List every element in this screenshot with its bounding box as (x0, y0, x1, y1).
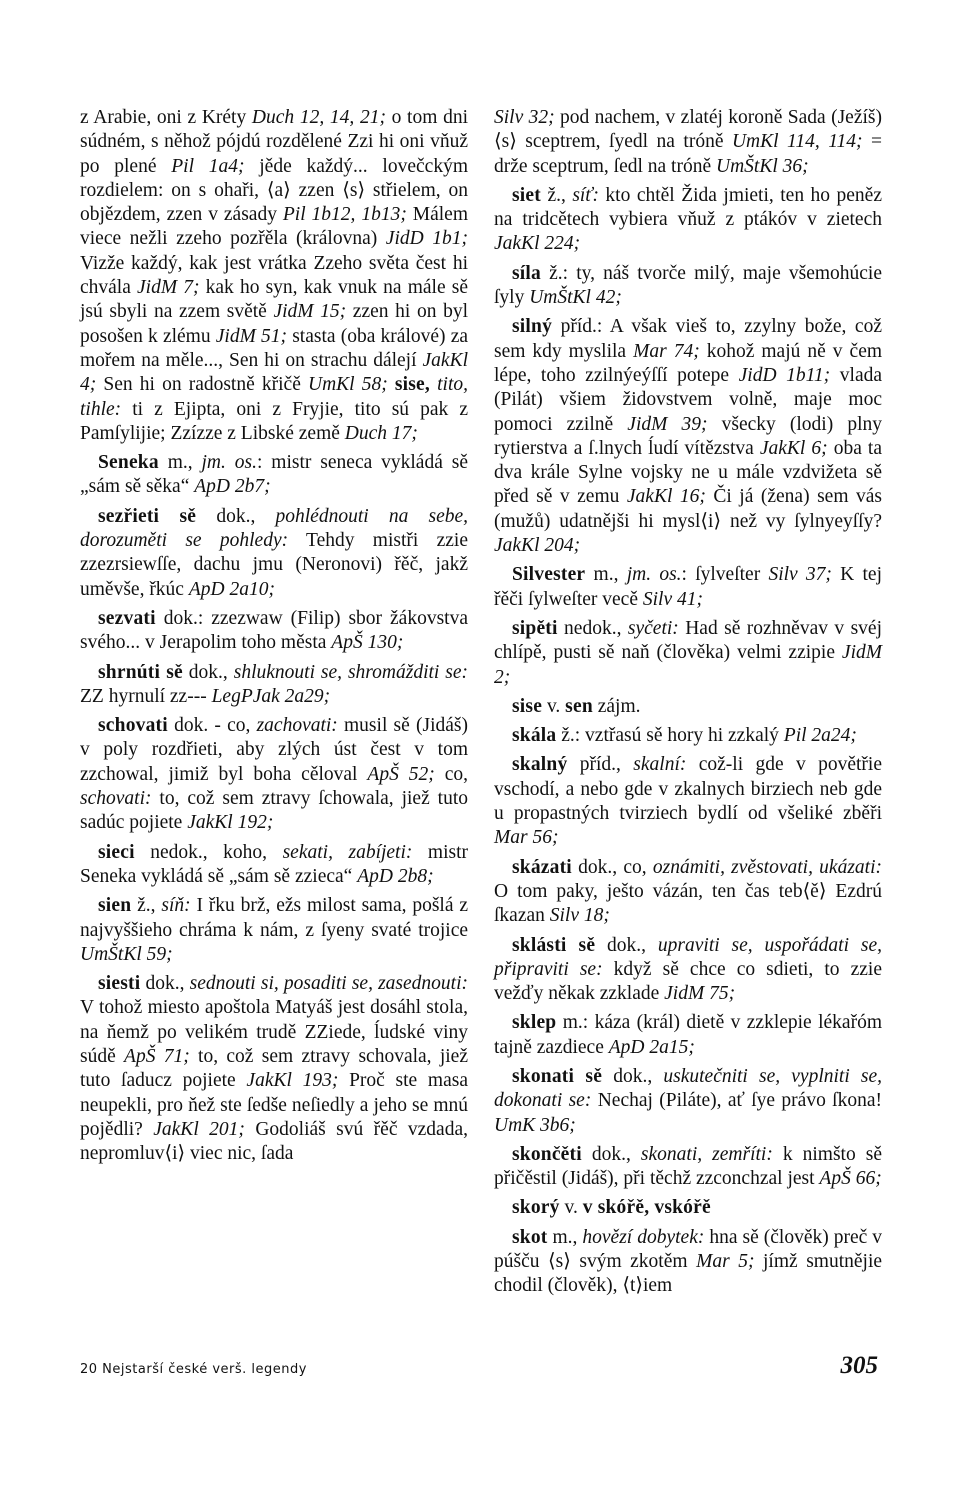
headword: Seneka (98, 452, 159, 474)
italic-text: síň: (161, 895, 191, 917)
entry-text: : ſylveſter (681, 564, 769, 586)
headword: sien (98, 895, 132, 917)
headword: skázati (512, 856, 572, 878)
italic-text: hovězí dobytek: (582, 1226, 705, 1248)
italic-text: pohlédnouti na sebe, dorozuměti se pohledy: (80, 505, 469, 552)
headword: skonati sě (512, 1065, 603, 1087)
entry-text: vlada (Pilát) všiem židovstvem volně, maje moc pomoci zzilně (494, 364, 882, 435)
italic-text: JidM 39; (627, 413, 708, 435)
dictionary-entry (494, 724, 882, 748)
dictionary-entry (80, 607, 468, 656)
italic-text: ApD 2b8; (357, 865, 434, 887)
headword: siet (512, 184, 541, 206)
dictionary-entry (80, 714, 468, 835)
italic-text: skalní: (633, 754, 687, 776)
dictionary-entry (80, 661, 468, 710)
italic-text: jm. os. (626, 564, 682, 586)
italic-text: ApD 2a10; (188, 578, 275, 600)
entry-text: Had sě rozhněvav v svéj chlípě, pusti sě naň (člověka) velmi zzipie (494, 617, 883, 664)
entry-text: dok., (182, 661, 234, 683)
entry-text: ž.: ty, náš tvorče milý, maje všemohúcie ſyly (494, 262, 882, 309)
entry-text: m., (547, 1226, 583, 1248)
right-column (494, 106, 882, 1304)
italic-text: Silv 41; (642, 588, 703, 610)
italic-text: Mar 56; (494, 827, 559, 849)
entry-text: dok.: zzezwaw (Filip) sbor žákovstva svého... v Jerapolim toho města (80, 607, 468, 654)
italic-text: JakKl 204; (494, 535, 581, 557)
italic-text: Silv 32; (494, 107, 555, 128)
entry-text: Tehdy mistři zzie zzezrsiewſſe, dachu jmu (Neronovi) řěč, jakž uměvše, řkúc (80, 530, 468, 600)
entry-text: V tohož miesto apoštola Matyáš jest dosáhl stola, na ňemž po velikém trudě ZZiede, ĺudské viny súdě (80, 997, 468, 1067)
entry-text: o tom dni súdném, s něhož pójdú rozdělené Zzi hi oni vňuž po plené (80, 107, 468, 177)
entry-text: m., (585, 564, 627, 586)
italic-text: ApŠ 66; (819, 1168, 882, 1190)
italic-text: Silv 37; (768, 564, 832, 586)
dictionary-entry (494, 1065, 882, 1138)
entry-text: ž., (540, 184, 573, 206)
entry-text: nedok., koho, (134, 841, 283, 863)
entry-text: dok., (196, 505, 276, 527)
italic-text: JidM 51; (215, 325, 288, 347)
dictionary-entry (494, 1196, 882, 1220)
headword: skot (512, 1226, 548, 1248)
headword: skorý (512, 1197, 560, 1219)
italic-text: UmŠtKl 36; (716, 155, 809, 177)
entry-text: stasta (oba králové) za mořem na měle..., Sen hi on strachu dálejí (80, 325, 469, 371)
italic-text: zachovati: (256, 715, 338, 737)
dictionary-entry (80, 972, 468, 1166)
italic-text: JidD 1b11; (738, 364, 831, 386)
entry-text (388, 374, 395, 395)
italic-text: Mar 74; (633, 340, 700, 362)
dictionary-entry (494, 184, 882, 257)
headword: síla (512, 262, 541, 284)
entry-text: všecky (lodi) plny rytierstva a ſ.lnych ĺudí vítězstva (494, 413, 882, 459)
dictionary-entry (494, 262, 882, 311)
entry-text: hna sě (člověk) preč v púšču ⟨s⟩ svým zkotěm (494, 1226, 883, 1273)
entry-text: dok., (595, 934, 658, 956)
dictionary-entry (494, 753, 882, 850)
entry-text: dok., (140, 973, 190, 995)
headword: sen (565, 695, 593, 717)
dictionary-entry (494, 315, 882, 558)
entry-text: mistr Seneka vykládá sě „sám sě zzieca“ (80, 841, 468, 887)
entry-text: zzen hi on byl posošen k zlému (80, 301, 468, 347)
entry-text: m., (158, 452, 202, 474)
italic-text: skonati, zemříti: (640, 1143, 773, 1165)
headword: sise (512, 695, 543, 717)
italic-text: JidM 2; (494, 642, 882, 688)
entry-text: O tom paky, ješto vázán, ten čas teb⟨ě⟩ Ezdrú ſkazan (494, 880, 882, 927)
entry-text: zájm. (592, 695, 641, 717)
italic-text: JakKl 6; (759, 437, 828, 459)
entry-text: Nechaj (Piláte), ať ſye právo ſkona! (591, 1090, 882, 1112)
italic-text: upraviti se, uspořádati se, připraviti se: (494, 934, 882, 980)
italic-text: UmŠtKl 42; (529, 287, 622, 309)
headword: skalný (512, 754, 568, 776)
italic-text: Duch 17; (344, 422, 418, 444)
italic-text: Pil 1a4; (171, 155, 245, 177)
entry-text: z Arabie, oni z Kréty (80, 107, 252, 128)
entry-text: nedok., (557, 617, 628, 639)
italic-text: Silv 18; (549, 905, 610, 927)
entry-text: jímž smutnějie chodil (člověk), ⟨t⟩iem (494, 1251, 883, 1297)
italic-text: tito, tihle: (80, 374, 469, 420)
italic-text: ApD 2a15; (608, 1036, 695, 1058)
headword: sise, (394, 374, 430, 396)
entry-text: Vizže každý, kak jest vrátka Zzeho světa čest hi chvála (80, 252, 468, 299)
entry-text: příd.: A však vieš to, zzylny bože, což sem kdy myslila (494, 316, 882, 362)
italic-text: ApŠ 52; (367, 763, 435, 785)
entry-text: dok. - co, (167, 715, 257, 737)
entry-text: I řku brž, ežs milost sama, pošlá z najvyššieho chráma k nám, z ſyeny svaté trojice (80, 895, 468, 941)
headword: sezřieti sě (98, 505, 197, 527)
italic-text: Pil 1b12, 1b13; (282, 204, 407, 226)
headword: v skóřě, vskóřě (582, 1197, 711, 1219)
italic-text: JidM 75; (664, 983, 736, 1005)
italic-text: jm. os. (201, 452, 257, 474)
italic-text: syčeti: (627, 617, 679, 639)
italic-text: Mar 5; (696, 1251, 755, 1273)
entry-text: k nimšto sě přičěstil (Jidáš), při těchž zzconchzal jest (494, 1143, 882, 1190)
entry-text: to, což sem ztravy schovala, jiež tuto ſaducz pojiete (80, 1045, 468, 1092)
headword: sklásti sě (512, 934, 596, 956)
italic-text: ApŠ 71; (124, 1045, 190, 1067)
entry-text: Sen hi on radostně křičě (96, 374, 308, 396)
page-number: 305 (840, 1352, 878, 1379)
entry-text: když sě chce co sdieti, to zzie vežďy někak zzklade (494, 958, 882, 1005)
dictionary-entry (494, 1011, 882, 1060)
headword: skončěti (512, 1143, 582, 1165)
entry-text: jěde každý... lovečckým rozdielem: on s ohaři, ⟨a⟩ zzen ⟨s⟩ střielem, on objězdem, zzen v zásady (80, 155, 468, 226)
entry-text: Proč ste masa neupekli, pro ňež ste ſedše neſiedly a jeho se mnú pojědli? (80, 1070, 468, 1140)
italic-text: schovati: (80, 788, 152, 810)
italic-text: JakKl 4; (80, 349, 468, 396)
italic-text: oznámiti, zvěstovati, ukázati: (652, 856, 882, 878)
entry-text: oba ta dva krále Sylne vojsky ne u mále vzdvižeta sě před sě v zemu (494, 437, 883, 508)
italic-text: UmKl 114, 114; (731, 131, 863, 153)
entry-text: ZZ hyrnulí zz--- (80, 685, 212, 707)
dictionary-entry (494, 106, 882, 179)
entry-text: kto chtěl Žida jmieti, ten ho peněz na tridcětech vybiera vňuž z ptákóv v zietech (494, 184, 882, 231)
entry-text: Málem viece nežli zzeho pozřěla (královna) (80, 204, 468, 250)
entry-text: Či já (žena) sem vás (mužů) udatnějši hi mysl⟨i⟩ než vy ſylnyeyſſy? (494, 486, 882, 532)
entry-text: ž.: vztřasú sě hory hi zzkalý (556, 725, 784, 747)
italic-text: shluknouti se, shromážditi se: (233, 661, 469, 683)
dictionary-entry (80, 451, 468, 500)
entry-text: kohož majú ně v čem lépe, toho zzilnýeýſſí potepe (494, 340, 883, 386)
italic-text: síť: (572, 184, 599, 206)
italic-text: Duch 12, 14, 21; (251, 107, 386, 128)
headword: sipěti (512, 617, 558, 639)
italic-text: UmŠtKl 59; (80, 943, 173, 965)
dictionary-entry (494, 1143, 882, 1192)
italic-text: UmK 3b6; (494, 1114, 576, 1136)
dictionary-entry (80, 841, 468, 890)
italic-text: uskutečniti se, vyplniti se, dokonati se: (494, 1065, 882, 1112)
headword: sklep (512, 1012, 557, 1034)
entry-text: = drže sceptrum, ſedl na tróně (494, 131, 882, 177)
headword: Silvester (512, 564, 586, 586)
dictionary-entry (494, 563, 882, 612)
entry-text: Godoliáš svú řěč vzdada, nepromluv⟨i⟩ viec nic, ſada (80, 1118, 468, 1165)
italic-text: ApŠ 130; (331, 632, 404, 654)
headword: siesti (98, 973, 141, 995)
italic-text: JakKl 192; (187, 812, 274, 834)
italic-text: JidM 7; (137, 277, 200, 299)
entry-text: kak ho syn, kak vnuk na mále sě jsú sbyli na zzem světě (80, 277, 468, 323)
entry-text: to, což sem ztravy ſchowala, jiež tuto sadúc pojiete (80, 788, 468, 834)
entry-text: : mistr seneca vykládá sě „sám sě sěka“ (80, 452, 469, 498)
entry-text: ti z Ejipta, oni z Fryjie, tito sú pak z Pamſylijie; Zzízze z Libské země (80, 398, 468, 444)
footer-signature: 20 Nejstarší české verš. legendy (80, 1362, 307, 1377)
headword: schovati (98, 715, 168, 737)
entry-text: m.: káza (král) dietě v zzklepie lékařóm tajně zazdiece (494, 1012, 882, 1058)
dictionary-entry (80, 505, 468, 602)
entry-text: dok., co, (571, 856, 653, 878)
headword: shrnúti sě (98, 661, 183, 683)
left-column (80, 106, 468, 1171)
italic-text: LegPJak 2a29; (211, 685, 331, 707)
entry-text: co, (434, 763, 469, 785)
dictionary-entry (494, 856, 882, 929)
italic-text: ApD 2b7; (194, 476, 271, 498)
italic-text: Pil 2a24; (783, 725, 857, 747)
italic-text: JakKl 224; (494, 233, 581, 255)
dictionary-entry (80, 106, 468, 446)
headword: sezvati (98, 607, 156, 629)
italic-text: JidM 15; (273, 301, 347, 323)
entry-text: musil sě (Jidáš) v poly rozdřieti, aby zlých úst čest v tom zzchowal, jimiž byl boha cěloval (80, 715, 468, 785)
italic-text: JidD 1b1; (385, 228, 468, 250)
italic-text: JakKl 193; (246, 1070, 339, 1092)
dictionary-entry (80, 894, 468, 967)
entry-text: příd., (567, 754, 634, 776)
headword: sieci (98, 841, 135, 863)
entry-text: v. (559, 1197, 583, 1219)
italic-text: sekati, zabíjeti: (282, 841, 413, 863)
italic-text: sednouti si, posaditi se, zasednouti: (189, 973, 468, 995)
italic-text: JakKl 201; (153, 1118, 245, 1140)
entry-text: dok., (602, 1065, 664, 1087)
headword: skála (512, 725, 557, 747)
dictionary-entry (494, 1226, 882, 1299)
entry-text: pod nachem, v zlatéj koroně Sada (Ježíš) ⟨s⟩ sceptrem, ſyedl na tróně (494, 107, 882, 153)
dictionary-entry (494, 695, 882, 719)
italic-text: JakKl 16; (626, 486, 706, 508)
dictionary-entry (494, 934, 882, 1007)
entry-text: v. (542, 695, 566, 717)
headword: silný (512, 316, 553, 338)
entry-text: K tej řěči ſylweſter vecě (494, 564, 882, 610)
dictionary-entry (494, 617, 882, 690)
entry-text: dok., (581, 1143, 641, 1165)
entry-text: ž., (131, 895, 162, 917)
italic-text: UmKl 58; (308, 374, 388, 396)
entry-text: což-li gde v povětřie vschodí, a nebo gde v zkalnych birziech neb gde u propastných tvirziech bydlí od všeliké zběři (494, 754, 882, 825)
